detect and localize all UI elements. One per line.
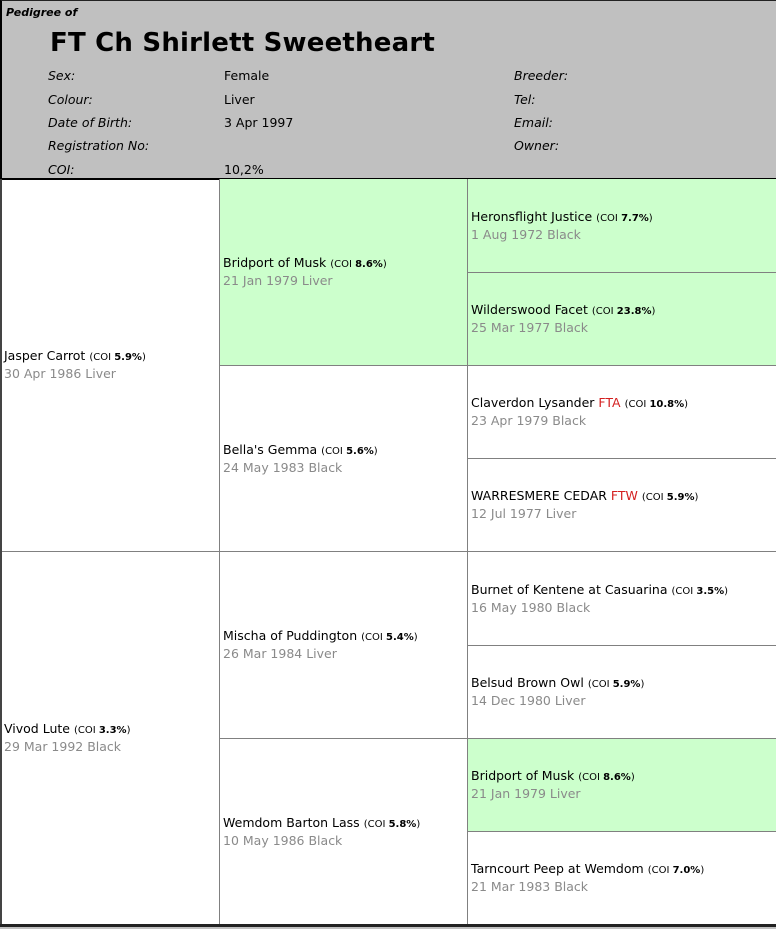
dog-name-line — [471, 488, 776, 506]
coi-prefix: (COI — [321, 445, 347, 457]
grandparent-1[interactable] — [219, 179, 469, 366]
coi-value: 8.6% — [603, 772, 631, 783]
dog-name: Wemdom Barton Lass — [223, 814, 360, 830]
breeder-label: Breeder: — [514, 68, 569, 83]
coi-badge — [596, 213, 653, 224]
dog-name-line — [4, 348, 220, 366]
coi-value: 8.6% — [355, 259, 383, 270]
coi-badge — [89, 352, 146, 363]
dog-title-badge: FTA — [598, 395, 621, 410]
email-label: Email: — [514, 115, 553, 130]
coi-suffix: ) — [416, 818, 421, 830]
coi-value: 3.3% — [98, 725, 127, 736]
coi-prefix: (COI — [647, 865, 673, 876]
grandparent-3[interactable] — [219, 552, 469, 739]
tel-label: Tel: — [514, 92, 536, 107]
dog-name: Vivod Lute — [4, 721, 70, 736]
coi-badge — [361, 632, 418, 643]
grandparent-4[interactable] — [219, 739, 469, 925]
coi-badge — [672, 586, 729, 597]
dog-name-line — [4, 721, 220, 739]
coi-value: 10.8% — [649, 399, 685, 410]
coi-prefix: (COI — [578, 772, 604, 783]
owner-label: Owner: — [514, 138, 560, 153]
dog-name-line — [471, 302, 776, 320]
coi-value: 5.9% — [666, 492, 695, 503]
coi-suffix: ) — [724, 585, 729, 597]
dog-name: Tarncourt Peep at Wemdom — [471, 861, 644, 876]
parent-dam[interactable] — [0, 552, 220, 925]
coi-value: 5.4% — [386, 632, 414, 643]
dob-value: 3 Apr 1997 — [224, 115, 294, 130]
coi-suffix: ) — [694, 492, 699, 503]
dog-name: Mischa of Puddington — [223, 628, 358, 643]
dog-birth-colour: 10 May 1986 Black — [223, 832, 343, 848]
coi-prefix: (COI — [587, 679, 613, 690]
great-grandparent-7[interactable] — [467, 739, 776, 832]
dog-name: WARRESMERE CEDAR — [471, 488, 607, 503]
parent-sire[interactable] — [0, 179, 220, 552]
coi-suffix: ) — [373, 445, 378, 457]
registration-label: Registration No: — [48, 138, 150, 153]
coi-prefix: (COI — [624, 399, 650, 410]
colour-value: Liver — [224, 92, 255, 107]
coi-value: 10,2% — [224, 162, 264, 177]
dog-name: Claverdon Lysander — [471, 395, 595, 410]
dog-name-line — [471, 209, 776, 227]
pedigree-header — [0, 0, 776, 180]
dog-name-line — [223, 815, 469, 833]
coi-suffix: ) — [413, 632, 418, 643]
coi-badge — [625, 399, 689, 410]
great-grandparent-1[interactable] — [467, 179, 776, 273]
dog-birth-colour: 1 Aug 1972 Black — [471, 226, 581, 242]
dog-birth-colour: 29 Mar 1992 Black — [4, 739, 122, 754]
dog-birth-colour: 16 May 1980 Black — [471, 599, 591, 615]
dog-name: Jasper Carrot — [4, 348, 86, 363]
coi-prefix: (COI — [330, 259, 356, 270]
colour-label: Colour: — [48, 92, 93, 107]
coi-value: 23.8% — [616, 306, 652, 317]
sex-label: Sex: — [48, 68, 76, 83]
great-grandparent-2[interactable] — [467, 273, 776, 366]
dog-name: Bridport of Musk — [223, 255, 327, 270]
coi-badge — [592, 306, 656, 317]
dog-birth-colour: 30 Apr 1986 Liver — [4, 366, 116, 381]
dog-name: Bella's Gemma — [223, 441, 318, 457]
dog-name: Wilderswood Facet — [471, 302, 588, 317]
coi-value: 5.6% — [346, 445, 374, 457]
dog-name: Heronsflight Justice — [471, 208, 593, 224]
coi-badge — [364, 819, 421, 830]
great-grandparent-6[interactable] — [467, 646, 776, 739]
dob-label: Date of Birth: — [48, 115, 133, 130]
coi-suffix: ) — [382, 259, 387, 270]
dog-name-line — [471, 582, 776, 600]
coi-value: 7.0% — [672, 865, 701, 876]
coi-value: 5.9% — [114, 352, 142, 363]
dog-name-line — [223, 628, 469, 646]
dog-name-title: FT Ch Shirlett Sweetheart — [50, 28, 435, 58]
dog-birth-colour: 12 Jul 1977 Liver — [471, 506, 577, 521]
dog-birth-colour: 26 Mar 1984 Liver — [223, 646, 337, 661]
dog-name-line — [471, 395, 776, 413]
coi-prefix: (COI — [89, 352, 115, 363]
coi-badge — [578, 772, 635, 783]
coi-prefix: (COI — [671, 585, 697, 597]
coi-suffix: ) — [651, 306, 656, 317]
coi-value: 3.5% — [696, 585, 725, 597]
coi-prefix: (COI — [596, 212, 622, 224]
dog-name: Burnet of Kentene at Casuarina — [471, 581, 668, 597]
great-grandparent-3[interactable] — [467, 366, 776, 459]
coi-suffix: ) — [700, 865, 705, 876]
great-grandparent-5[interactable] — [467, 552, 776, 646]
coi-prefix: (COI — [641, 492, 667, 503]
coi-prefix: (COI — [361, 632, 387, 643]
coi-suffix: ) — [648, 212, 653, 224]
dog-name: Belsud Brown Owl — [471, 675, 584, 690]
coi-suffix: ) — [141, 352, 146, 363]
pre-title: Pedigree of — [6, 6, 78, 19]
coi-badge — [648, 865, 705, 876]
dog-birth-colour: 21 Jan 1979 Liver — [223, 273, 333, 288]
great-grandparent-8[interactable] — [467, 832, 776, 925]
dog-birth-colour: 21 Jan 1979 Liver — [471, 786, 581, 801]
dog-birth-colour: 24 May 1983 Black — [223, 459, 343, 475]
dog-name: Bridport of Musk — [471, 768, 575, 783]
coi-value: 7.7% — [621, 212, 649, 224]
coi-suffix: ) — [640, 679, 645, 690]
coi-prefix: (COI — [591, 306, 617, 317]
coi-badge — [330, 259, 387, 270]
dog-name-line — [471, 675, 776, 693]
great-grandparent-4[interactable] — [467, 459, 776, 552]
coi-value: 5.8% — [388, 818, 417, 830]
grid-left-border — [0, 179, 2, 925]
sex-value: Female — [224, 68, 270, 83]
coi-prefix: (COI — [73, 725, 99, 736]
coi-label: COI: — [48, 162, 75, 177]
dog-name-line — [223, 255, 469, 273]
dog-birth-colour: 14 Dec 1980 Liver — [471, 693, 586, 708]
coi-badge — [321, 446, 378, 457]
dog-title-badge: FTW — [610, 488, 638, 503]
coi-value: 5.9% — [612, 679, 641, 690]
coi-badge — [642, 492, 699, 503]
coi-suffix: ) — [126, 725, 131, 736]
coi-suffix: ) — [630, 772, 635, 783]
grandparent-2[interactable] — [219, 366, 469, 552]
dog-name-line — [223, 442, 469, 460]
dog-birth-colour: 21 Mar 1983 Black — [471, 879, 589, 894]
dog-birth-colour: 25 Mar 1977 Black — [471, 320, 589, 335]
dog-name-line — [471, 861, 776, 879]
dog-birth-colour: 23 Apr 1979 Black — [471, 413, 587, 428]
coi-prefix: (COI — [363, 818, 389, 830]
coi-badge — [74, 725, 131, 736]
pedigree-grid — [0, 179, 776, 925]
dog-name-line — [471, 768, 776, 786]
coi-suffix: ) — [684, 399, 689, 410]
coi-badge — [588, 679, 645, 690]
